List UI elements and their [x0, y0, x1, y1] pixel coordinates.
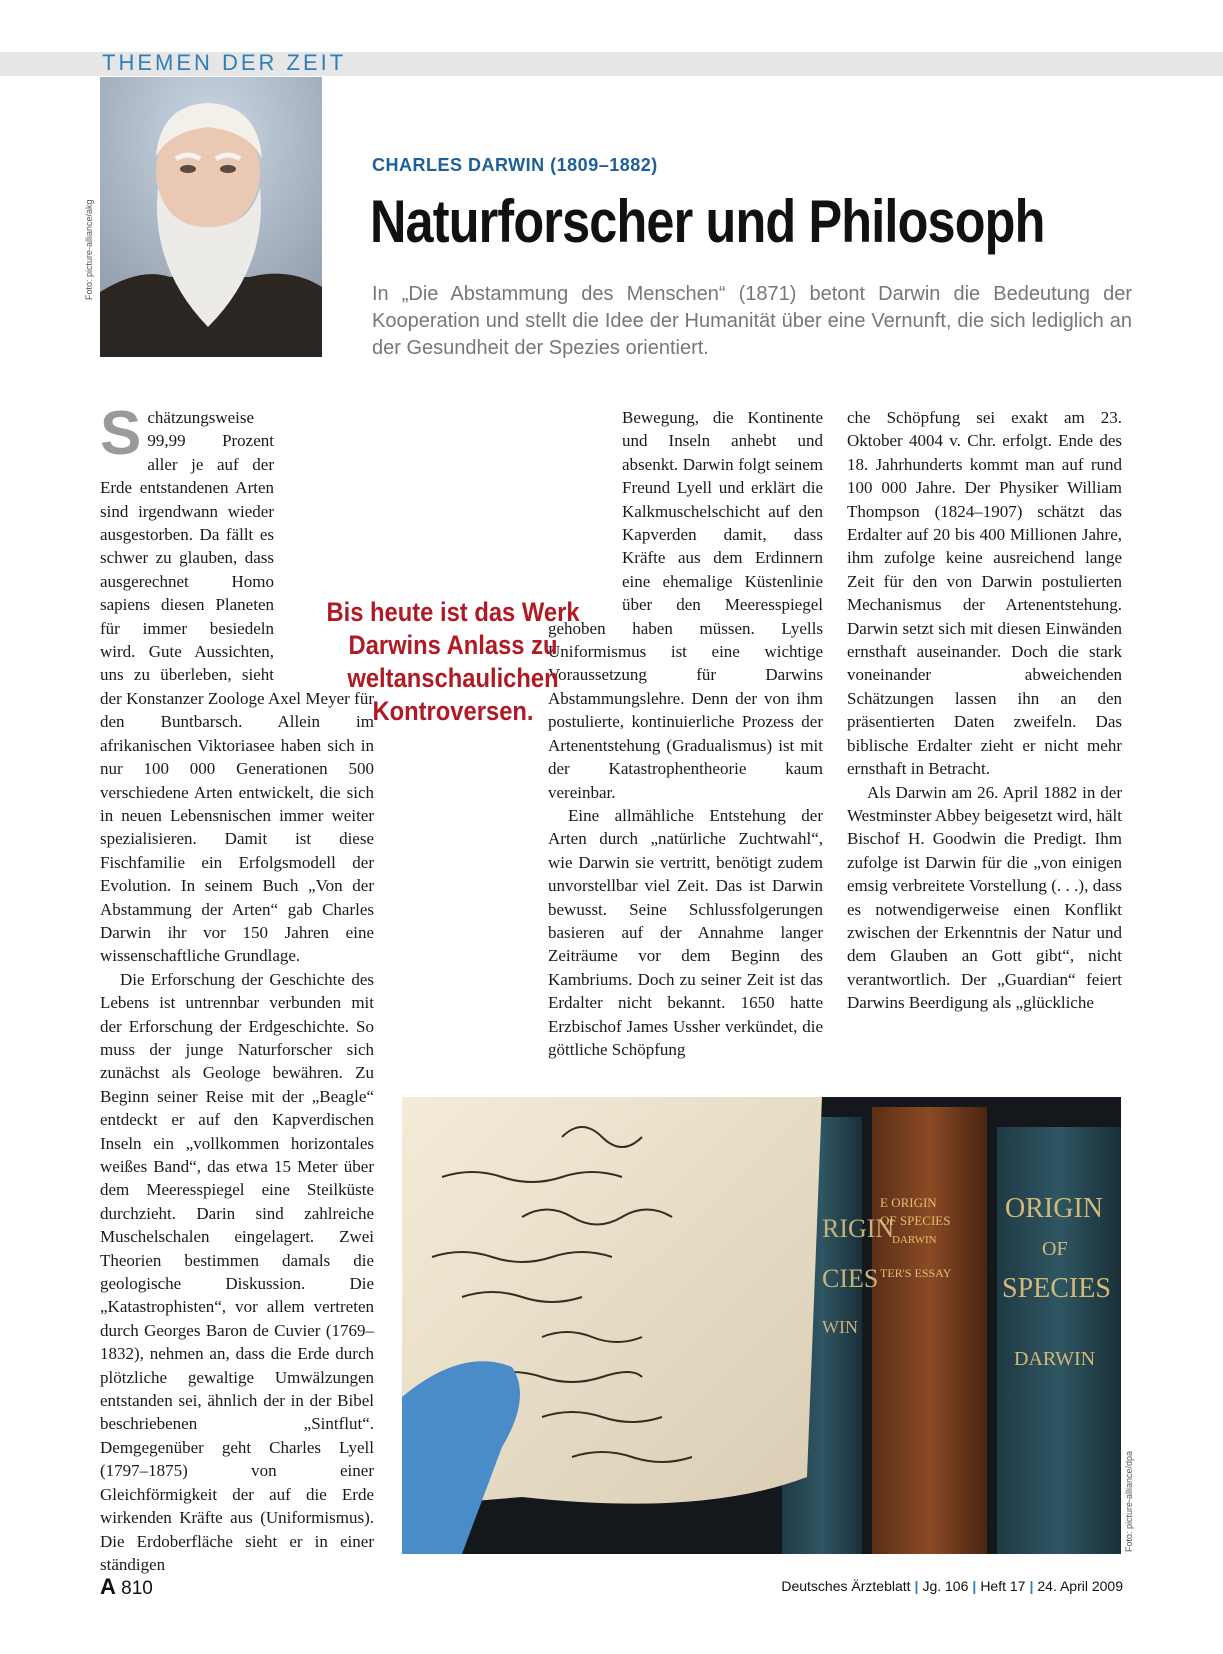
column-3 [847, 406, 1122, 1015]
spine-text: WIN [822, 1317, 858, 1337]
section-title: THEMEN DER ZEIT [102, 50, 347, 75]
darwin-portrait [100, 77, 322, 357]
pullquote-spacer-right [548, 406, 622, 614]
article-kicker: CHARLES DARWIN (1809–1882) [372, 155, 658, 175]
volume: Jg. 106 [922, 1578, 969, 1594]
photo-credit: Foto: picture-alliance/dpa [1124, 1450, 1134, 1552]
article-headline: Naturforscher und Philosoph [370, 188, 1045, 255]
paragraph: chätzungsweise 99,99 Prozent aller je auf der Erde entstandenen Arten sind irgendwann wieder ausgestorben. Da fällt es schwer zu glauben, dass ausgerechnet Homo sapiens diesen Planeten für immer besiedeln wird. Gute Aussichten, uns zu überleben, sieht der Konstanzer Zoologe Axel Meyer für den Buntbarsch. Allein im afrikanischen Viktoriasee haben sich in nur 100 000 Generationen 500 verschiedene Arten entwickelt, die sich in neuen Lebensnischen immer weiter spezialisieren. Damit ist diese Fischfamilie ein Erfolgsmodell der Evolution. In seinem Buch „Von der Abstammung der Arten“ gab Charles Darwin ihr vor 150 Jahren eine wissenschaftliche Grundlage. [100, 408, 374, 966]
manuscript-and-books-photo [402, 1097, 1121, 1554]
pull-quote: Bis heute ist das Werk Darwins Anlass zu weltanschaulichen Kontroversen. [326, 597, 580, 726]
paragraph: che Schöpfung sei exakt am 23. Oktober 4004 v. Chr. erfolgt. Ende des 18. Jahrhunderts kommt man auf rund 100 000 Jahre. Der Physiker William Thompson (1824–1907) schätzt das Erdalter auf 20 bis 400 Millionen Jahre, ihm zufolge keine ausreichend lange Zeit für den von Darwin postulierten Mechanismus der Artenentstehung. Darwin setzt sich mit diesen Einwänden ernsthaft auseinander. Doch die stark voneinander abweichenden Schätzungen lassen ihn an den präsentierten Daten zweifeln. Das biblische Erdalter zieht er nicht mehr ernsthaft in Betracht. [847, 408, 1122, 779]
article-lede: In „Die Abstammung des Menschen“ (1871) betont Darwin die Bedeutung der Kooperation und stellt die Idee der Humanität über eine Vernunft, die sich lediglich an der Gesundheit der Spezies orientiert. [372, 283, 1132, 359]
spine-text: CIES [822, 1264, 879, 1293]
page-letter: A [100, 1574, 116, 1599]
journal-name: Deutsches Ärzteblatt [781, 1578, 911, 1594]
page-number-value: 810 [121, 1578, 153, 1599]
spine-text: RIGIN [822, 1214, 895, 1243]
footer-citation: Deutsches Ärzteblatt | Jg. 106 | Heft 17 | 24. April 2009 [781, 1578, 1123, 1594]
date: 24. April 2009 [1037, 1578, 1123, 1594]
paragraph: Eine allmähliche Entstehung der Arten durch „natürliche Zuchtwahl“, wie Darwin sie vertritt, benötigt zudem unvorstellbar viel Zeit. Das ist Darwin bewusst. Seine Schlussfolgerungen basieren auf der Annahme langer Zeiträume vor dem Beginn des Kambriums. Doch zu seiner Zeit ist das Erdalter nicht bekannt. 1650 hatte Erzbischof James Ussher verkündet, die göttliche Schöpfung [548, 805, 823, 1059]
spine-text: DARWIN [892, 1234, 937, 1246]
spine-text: E ORIGIN [880, 1195, 937, 1210]
spine-text: OF SPECIES [880, 1213, 951, 1228]
column-2 [548, 406, 823, 1061]
paragraph: Als Darwin am 26. April 1882 in der Westminster Abbey beigesetzt wird, hält Bischof H. Goodwin die Predigt. Ihm zufolge ist Darwin für die „von einigen emsig verbreitete Vorstellung (. . .), dass es notwendigerweise einen Konflikt zwischen der Erkenntnis der Natur und dem Glauben an Gott gibt“, nicht verantwortlich. Der „Guardian“ feiert Darwins Beerdigung als „glückliche [847, 782, 1122, 1013]
page-number [100, 1574, 153, 1600]
portrait-credit: Foto: picture-alliance/akg [84, 199, 94, 300]
issue: Heft 17 [980, 1578, 1026, 1594]
paragraph: Bewegung, die Kontinente und Inseln anhebt und absenkt. Darwin folgt seinem Freund Lyell und erklärt die Kalkmuschelschicht auf den Kapverden damit, dass Kräfte aus dem Erdinnern eine ehemalige Küstenlinie über den Meeresspiegel gehoben haben müssen. Lyells Uniformismus ist eine wichtige Voraussetzung für Darwins Abstammungslehre. Denn der von ihm postulierte, kontinuierliche Prozess der Artenentstehung (Gradualismus) ist mit der Katastrophentheorie kaum vereinbar. [548, 408, 823, 802]
drop-cap: S [100, 399, 142, 468]
spine-text: SPECIES [1002, 1273, 1111, 1304]
paragraph: Die Erforschung der Geschichte des Lebens ist untrennbar verbunden mit der Erforschung der Erdgeschichte. So muss der junge Naturforscher sich zunächst als Geologe bewähren. Zu Beginn seiner Reise mit der „Beagle“ entdeckt er auf den Kapverdischen Inseln ein „vollkommen horizontales weißes Band“, das etwa 15 Meter über dem Meeresspiegel eine Steilküste durchzieht. Darin sind zahlreiche Muschelschalen eingelagert. Zwei Theorien bestimmen damals die geologische Diskussion. Die „Katastrophisten“, vor allem vertreten durch Georges Baron de Cuvier (1769–1832), nehmen an, dass die Erde durch plötzliche gewaltige Umwälzungen entstanden sei, ähnlich der in der Bibel beschriebenen „Sintflut“. Demgegenüber geht Charles Lyell (1797–1875) von einer Gleichförmigkeit der auf die Erde wirkenden Kräfte aus (Uniformismus). Die Erdoberfläche sieht er in einer ständigen [100, 969, 374, 1574]
spine-text: DARWIN [1014, 1348, 1096, 1370]
column-1 [100, 399, 374, 1576]
spine-text: ORIGIN [1005, 1193, 1103, 1224]
spine-text: OF [1042, 1238, 1068, 1260]
spine-text: TER'S ESSAY [880, 1266, 952, 1280]
